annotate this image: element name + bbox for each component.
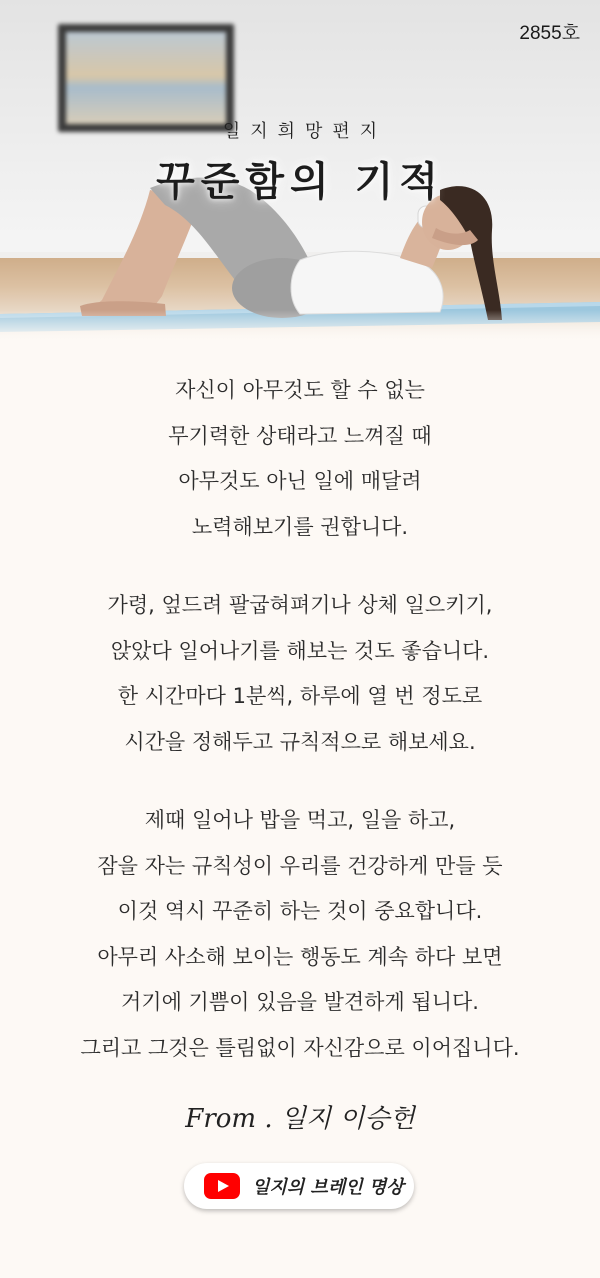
text-line: 시간을 정해두고 규칙적으로 해보세요.: [124, 729, 476, 754]
youtube-button-label: 일지의 브레인 명상: [252, 1177, 404, 1198]
text-line: 거기에 기쁨이 있음을 발견하게 됩니다.: [121, 990, 479, 1014]
text-line: 이것 역시 꾸준히 하는 것이 중요합니다.: [117, 899, 483, 923]
text-line: 잠을 자는 규칙성이 우리를 건강하게 만들 듯: [97, 853, 503, 878]
paragraph-1: [0, 368, 600, 550]
issue-number: 2855호: [519, 23, 580, 44]
youtube-play-icon: [204, 1173, 240, 1199]
paragraph-2: [0, 583, 600, 765]
letter-body: [0, 368, 600, 1104]
text-line: 아무것도 아닌 일에 매달려: [178, 469, 422, 493]
text-line: 한 시간마다 1분씩, 하루에 열 번 정도로: [117, 684, 483, 708]
text-line: 자신이 아무것도 할 수 없는: [175, 378, 425, 402]
series-name: 일지희망편지: [222, 121, 388, 142]
text-line: 무기력한 상태라고 느껴질 때: [168, 423, 432, 448]
hero-fade: [0, 310, 600, 340]
text-line: 노력해보기를 권합니다.: [191, 514, 409, 539]
youtube-channel-button[interactable]: [184, 1163, 414, 1209]
text-line: 제때 일어나 밥을 먹고, 일을 하고,: [144, 808, 456, 832]
text-line: 아무리 사소해 보이는 행동도 계속 하다 보면: [97, 944, 503, 969]
signature: From . 일지 이승헌: [185, 1104, 415, 1134]
text-line: 앉았다 일어나기를 해보는 것도 좋습니다.: [110, 638, 490, 663]
letter-title: 꾸준함의 기적: [156, 158, 444, 205]
text-line: 가령, 엎드려 팔굽혀펴기나 상체 일으키기,: [107, 593, 493, 617]
hero-banner: [0, 0, 600, 340]
paragraph-3: [0, 798, 600, 1071]
text-line: 그리고 그것은 틀림없이 자신감으로 이어집니다.: [80, 1035, 520, 1060]
